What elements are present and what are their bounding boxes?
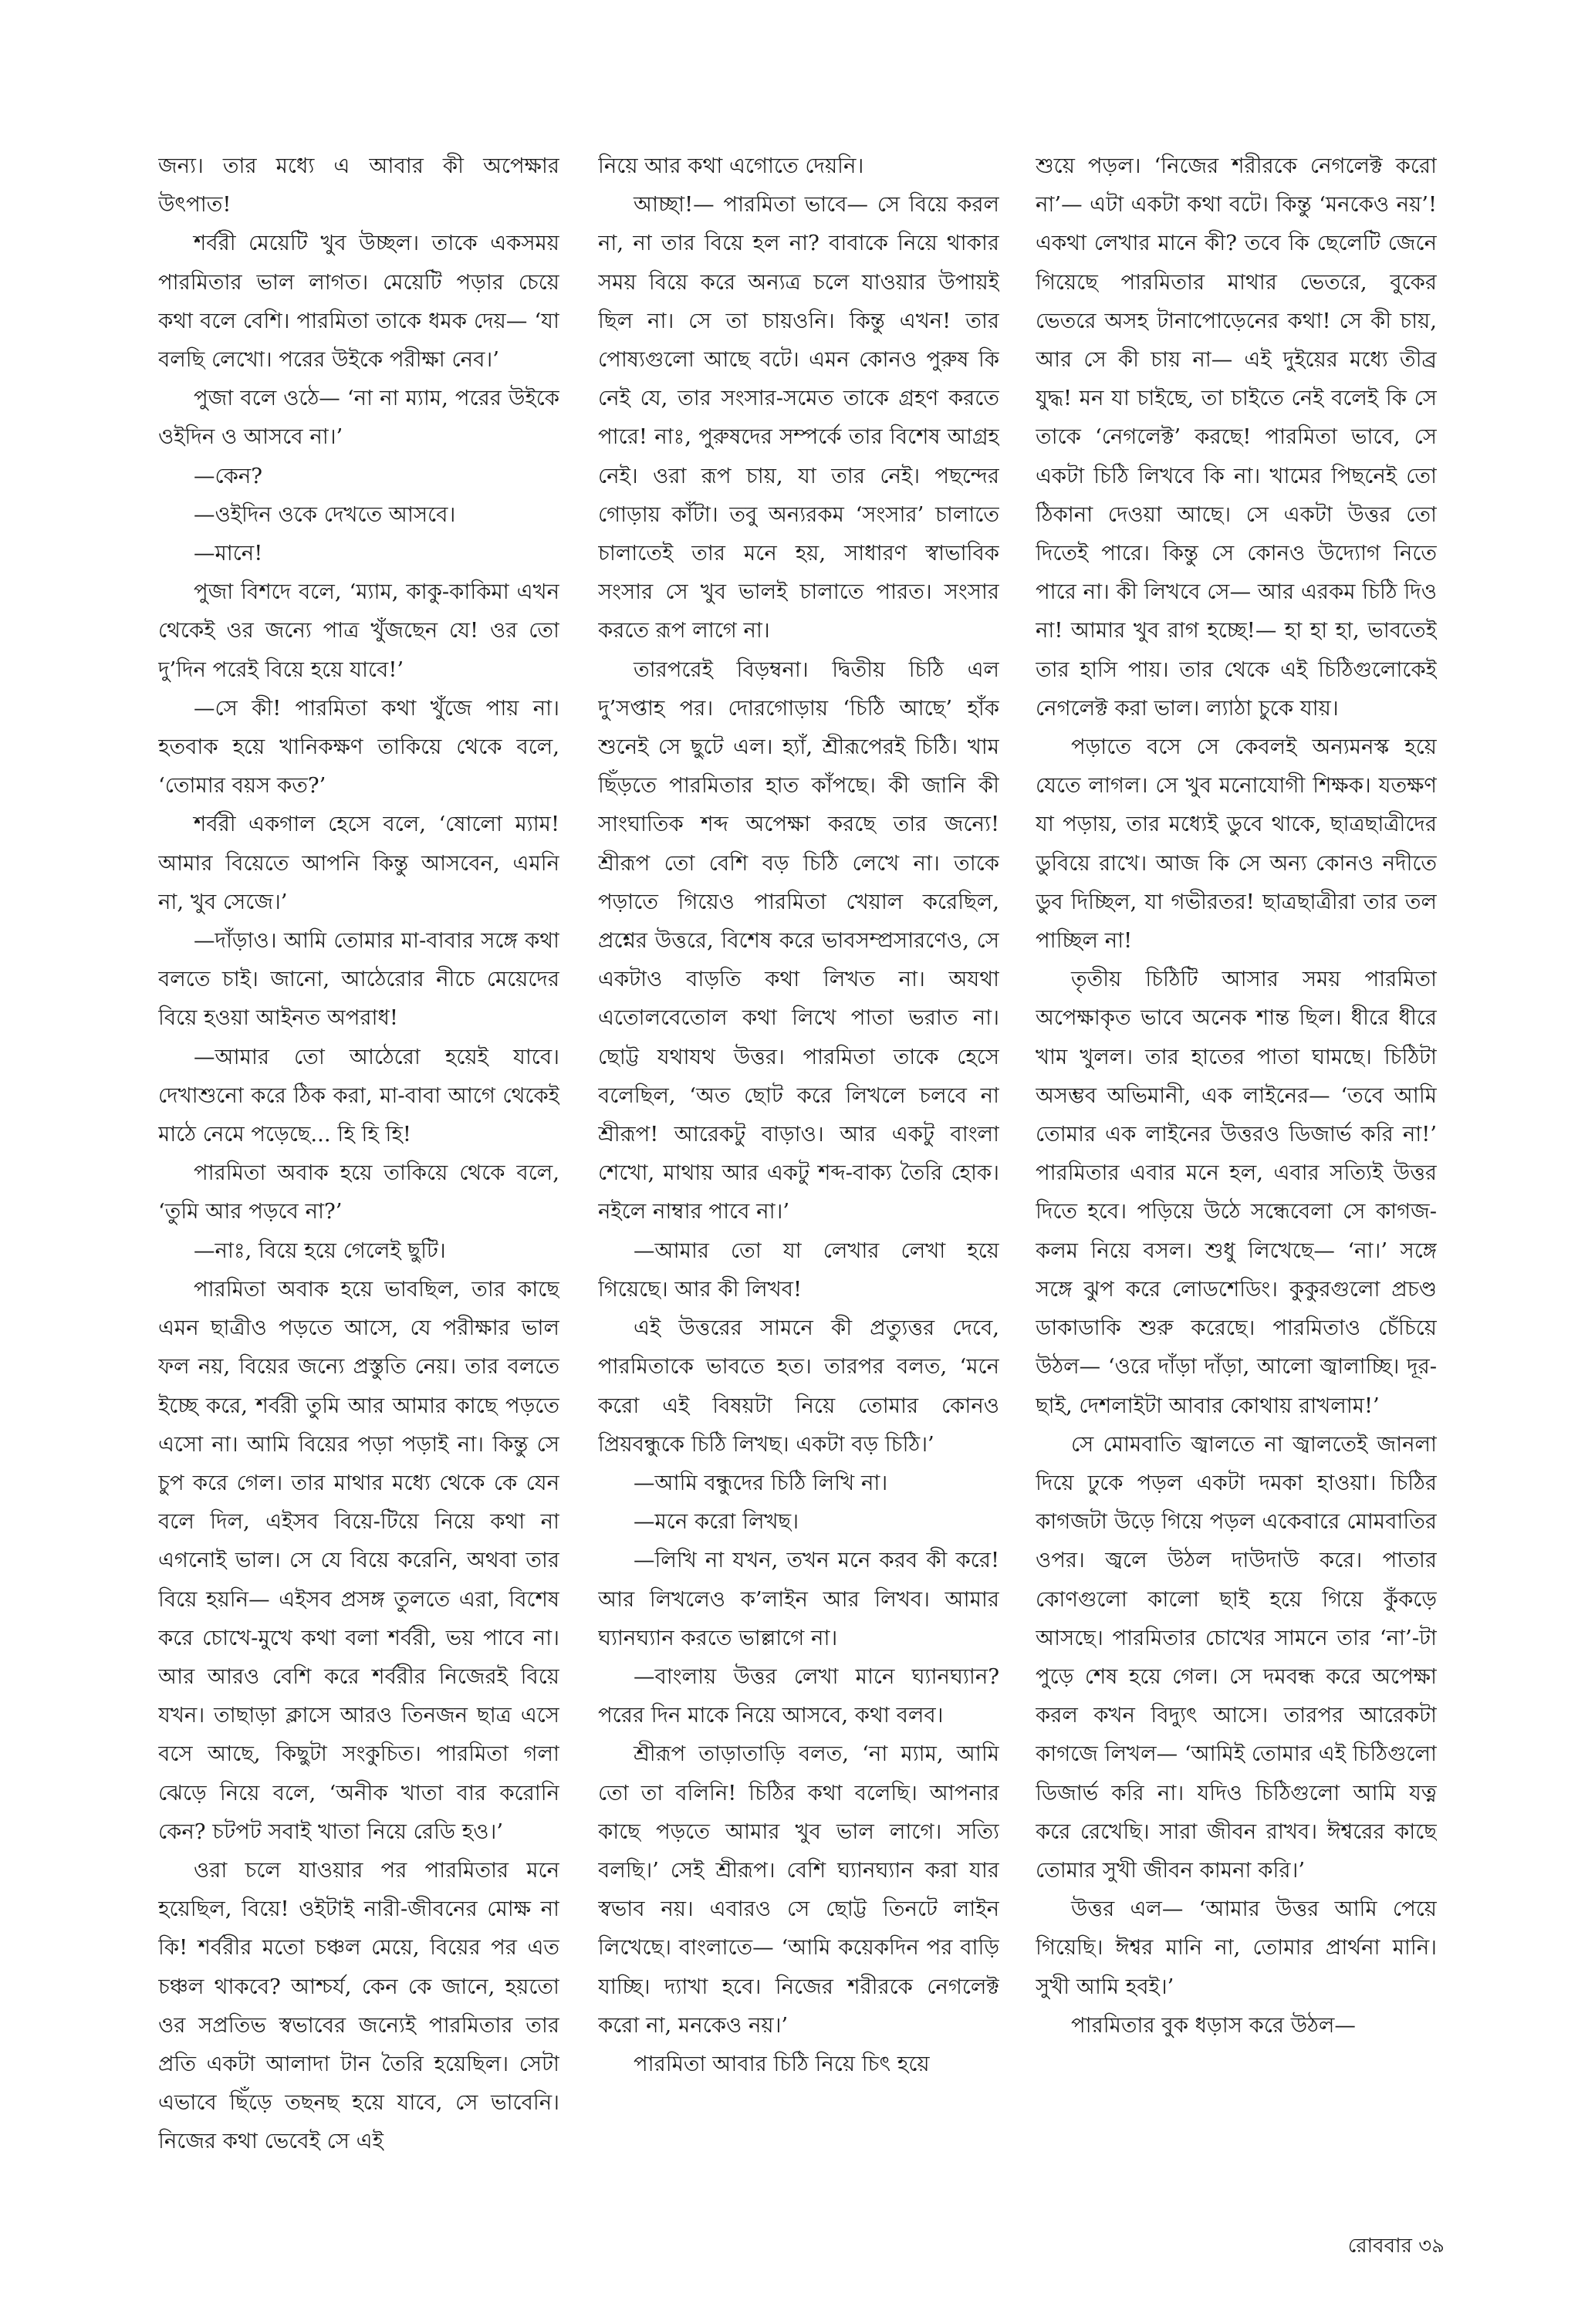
paragraph: পড়াতে বসে সে কেবলই অন্যমনস্ক হয়ে যেতে লাগল। সে খুব মনোযোগী শিক্ষক। যতক্ষণ যা পড়ায়, তার মধ্যেই ডুবে থাকে, ছাত্রছাত্রীদের ডুবিয়ে রাখে। আজ কি সে অন্য কোনও নদীতে ডুব দিচ্ছিল, যা গভীরতর! ছাত্রছাত্রীরা তার তল পাচ্ছিল না! xyxy=(1036,735,1437,954)
paragraph: পারমিতা আবার চিঠি নিয়ে চিৎ হয়ে xyxy=(634,2051,930,2076)
paragraph: —লিখি না যখন, তখন মনে করব কী করে! আর লিখলেও ক’লাইন আর লিখব। আমার ঘ্যানঘ্যান করতে ভাল্লাগে না। xyxy=(598,1548,999,1650)
paragraph: —মনে করো লিখছ। xyxy=(634,1509,799,1535)
paragraph: —ওইদিন ওকে দেখতে আসবে। xyxy=(194,502,456,527)
paragraph: পুজা বলে ওঠে— ‘না না ম্যাম, পরের উইকে ওইদিন ও আসবে না।’ xyxy=(158,386,559,450)
paragraph: —আমি বন্ধুদের চিঠি লিখি না। xyxy=(634,1470,888,1495)
paragraph: তারপরেই বিড়ম্বনা। দ্বিতীয় চিঠি এল দু’সপ্তাহ পর। দোরগোড়ায় ‘চিঠি আছে’ হাঁক শুনেই সে ছুটে এল। হ্যাঁ, শ্রীরূপেরই চিঠি। খাম ছিঁড়তে পারমিতার হাত কাঁপছে। কী জানি কী সাংঘাতিক শব্দ অপেক্ষা করছে তার জন্যে! শ্রীরূপ তো বেশি বড় চিঠি লেখে না। তাকে পড়াতে গিয়েও পারমিতা খেয়াল করেছিল, প্রশ্নের উত্তরে, বিশেষ করে ভাবসম্প্রসারণেও, সে একটাও বাড়তি কথা লিখত না। অযথা এতোলবেতোল কথা লিখে পাতা ভরাত না। ছোট্ট যথাযথ উত্তর। পারমিতা তাকে হেসে বলেছিল, ‘অত ছোট করে লিখলে চলবে না শ্রীরূপ! আরেকটু বাড়াও। আর একটু বাংলা শেখো, মাথায় আর একটু শব্দ-বাক্য তৈরি হোক। নইলে নাম্বার পাবে না।’ xyxy=(598,657,999,1224)
paragraph: উত্তর এল— ‘আমার উত্তর আমি পেয়ে গিয়েছি। ঈশ্বর মানি না, তোমার প্রার্থনা মানি। সুখী আমি হবই।’ xyxy=(1036,1897,1437,1999)
paragraph: —মানে! xyxy=(194,541,263,566)
text-column-3 xyxy=(1036,147,1437,2176)
text-column-1 xyxy=(158,147,559,2176)
paragraph: এই উত্তরের সামনে কী প্রত্যুত্তর দেবে, পারমিতাকে ভাবতে হত। তারপর বলত, ‘মনে করো এই বিষয়টা নিয়ে তোমার কোনও প্রিয়বন্ধুকে চিঠি লিখছ। একটা বড় চিঠি।’ xyxy=(598,1316,999,1457)
paragraph: —নাঃ, বিয়ে হয়ে গেলেই ছুটি। xyxy=(194,1238,446,1263)
paragraph: শর্বরী মেয়েটি খুব উচ্ছল। তাকে একসময় পারমিতার ভাল লাগত। মেয়েটি পড়ার চেয়ে কথা বলে বেশি। পারমিতা তাকে ধমক দেয়— ‘যা বলছি লেখো। পরের উইকে পরীক্ষা নেব।’ xyxy=(158,231,559,373)
text-column-2 xyxy=(598,147,999,2176)
paragraph: —আমার তো যা লেখার লেখা হয়ে গিয়েছে। আর কী লিখব! xyxy=(598,1238,999,1302)
paragraph: ওরা চলে যাওয়ার পর পারমিতার মনে হয়েছিল, বিয়ে! ওইটাই নারী-জীবনের মোক্ষ না কি! শর্বরীর মতো চঞ্চল মেয়ে, বিয়ের পর এত চঞ্চল থাকবে? আশ্চর্য, কেন কে জানে, হয়তো ওর সপ্রতিভ স্বভাবের জন্যেই পারমিতার তার প্রতি একটা আলাদা টান তৈরি হয়েছিল। সেটা এভাবে ছিঁড়ে তছনছ হয়ে যাবে, সে ভাবেনি। নিজের কথা ভেবেই সে এই xyxy=(158,1857,559,2154)
paragraph: —আমার তো আঠেরো হয়েই যাবে। দেখাশুনো করে ঠিক করা, মা-বাবা আগে থেকেই মাঠে নেমে পড়েছে... হি হি হি! xyxy=(158,1044,559,1147)
paragraph: শুয়ে পড়ল। ‘নিজের শরীরকে নেগলেক্ট করো না’— এটা একটা কথা বটে। কিন্তু ‘মনকেও নয়’! একথা লেখার মানে কী? তবে কি ছেলেটি জেনে গিয়েছে পারমিতার মাথার ভেতরে, বুকের ভেতরে অসহ টানাপোড়েনের কথা! সে কী চায়, আর সে কী চায় না— এই দুইয়ের মধ্যে তীব্র যুদ্ধ! মন যা চাইছে, তা চাইতে নেই বলেই কি সে তাকে ‘নেগলেক্ট’ করছে! পারমিতা ভাবে, সে একটা চিঠি লিখবে কি না। খামের পিছনেই তো ঠিকানা দেওয়া আছে। সে একটা উত্তর তো দিতেই পারে। কিন্তু সে কোনও উদ্যোগ নিতে পারে না। কী লিখবে সে— আর এরকম চিঠি দিও না! আমার খুব রাগ হচ্ছে!— হা হা হা, ভাবতেই তার হাসি পায়। তার থেকে এই চিঠিগুলোকেই নেগলেক্ট করা ভাল। ল্যাঠা চুকে যায়। xyxy=(1036,154,1437,721)
paragraph: পারমিতা অবাক হয়ে তাকিয়ে থেকে বলে, ‘তুমি আর পড়বে না?’ xyxy=(158,1160,559,1224)
paragraph: —সে কী! পারমিতা কথা খুঁজে পায় না। হতবাক হয়ে খানিকক্ষণ তাকিয়ে থেকে বলে, ‘তোমার বয়স কত?’ xyxy=(158,695,559,799)
paragraph: নিয়ে আর কথা এগোতে দেয়নি। xyxy=(598,154,864,178)
paragraph: আচ্ছা!— পারমিতা ভাবে— সে বিয়ে করল না, না তার বিয়ে হল না? বাবাকে নিয়ে থাকার সময় বিয়ে করে অন্যত্র চলে যাওয়ার উপায়ই ছিল না। সে তা চায়ওনি। কিন্তু এখন! তার পোষ্যগুলো আছে বটে। এমন কোনও পুরুষ কি নেই যে, তার সংসার-সমেত তাকে গ্রহণ করতে পারে! নাঃ, পুরুষদের সম্পর্কে তার বিশেষ আগ্রহ নেই। ওরা রূপ চায়, যা তার নেই। পছন্দের গোড়ায় কাঁটা। তবু অন্যরকম ‘সংসার’ চালাতে চালাতেই তার মনে হয়, সাধারণ স্বাভাবিক সংসার সে খুব ভালই চালাতে পারত। সংসার করতে রূপ লাগে না। xyxy=(598,192,999,643)
paragraph: তৃতীয় চিঠিটি আসার সময় পারমিতা অপেক্ষাকৃত ভাবে অনেক শান্ত ছিল। ধীরে ধীরে খাম খুলল। তার হাতের পাতা ঘামছে। চিঠিটা অসম্ভব অভিমানী, এক লাইনের— ‘তবে আমি তোমার এক লাইনের উত্তরও ডিজার্ভ করি না!’ পারমিতার এবার মনে হল, এবার সত্যিই উত্তর দিতে হবে। পড়িয়ে উঠে সন্ধেবেলা সে কাগজ-কলম নিয়ে বসল। শুধু লিখেছে— ‘না।’ সঙ্গে সঙ্গে ঝুপ করে লোডশেডিং। কুকুরগুলো প্রচণ্ড ডাকাডাকি শুরু করেছে। পারমিতাও চেঁচিয়ে উঠল— ‘ওরে দাঁড়া দাঁড়া, আলো জ্বালাচ্ছি। দূর-ছাই, দেশলাইটা আবার কোথায় রাখলাম!’ xyxy=(1036,967,1437,1418)
paragraph: পারমিতা অবাক হয়ে ভাবছিল, তার কাছে এমন ছাত্রীও পড়তে আসে, যে পরীক্ষার ভাল ফল নয়, বিয়ের জন্যে প্রস্তুতি নেয়। তার বলতে ইচ্ছে করে, শর্বরী তুমি আর আমার কাছে পড়তে এসো না। আমি বিয়ের পড়া পড়াই না। কিন্তু সে চুপ করে গেল। তার মাথার মধ্যে থেকে কে যেন বলে দিল, এইসব বিয়ে-টিয়ে নিয়ে কথা না এগনোই ভাল। সে যে বিয়ে করেনি, অথবা তার বিয়ে হয়নি— এইসব প্রসঙ্গ তুলতে এরা, বিশেষ করে চোখে-মুখে কথা বলা শর্বরী, ভয় পাবে না। আর আরও বেশি করে শর্বরীর নিজেরই বিয়ে যখন। তাছাড়া ক্লাসে আরও তিনজন ছাত্র এসে বসে আছে, কিছুটা সংকুচিত। পারমিতা গলা ঝেড়ে নিয়ে বলে, ‘অনীক খাতা বার করোনি কেন? চটপট সবাই খাতা নিয়ে রেডি হও।’ xyxy=(158,1276,559,1844)
paragraph: শর্বরী একগাল হেসে বলে, ‘ষোলো ম্যাম! আমার বিয়েতে আপনি কিন্তু আসবেন, এমনি না, খুব সেজে।’ xyxy=(158,812,559,914)
paragraph: —বাংলায় উত্তর লেখা মানে ঘ্যানঘ্যান? পরের দিন মাকে নিয়ে আসবে, কথা বলব। xyxy=(598,1664,999,1728)
paragraph: —কেন? xyxy=(194,463,263,488)
page-footer xyxy=(1157,2230,1445,2264)
paragraph: জন্য। তার মধ্যে এ আবার কী অপেক্ষার উৎপাত! xyxy=(158,154,559,218)
paragraph: —দাঁড়াও। আমি তোমার মা-বাবার সঙ্গে কথা বলতে চাই। জানো, আঠেরোর নীচে মেয়েদের বিয়ে হওয়া আইনত অপরাধ! xyxy=(158,928,559,1031)
paragraph: সে মোমবাতি জ্বালতে না জ্বালতেই জানলা দিয়ে ঢুকে পড়ল একটা দমকা হাওয়া। চিঠির কাগজটা উড়ে গিয়ে পড়ল একেবারে মোমবাতির ওপর। জ্বলে উঠল দাউদাউ করে। পাতার কোণগুলো কালো ছাই হয়ে গিয়ে কুঁকড়ে আসছে। পারমিতার চোখের সামনে তার ‘না’-টা পুড়ে শেষ হয়ে গেল। সে দমবন্ধ করে অপেক্ষা করল কখন বিদ্যুৎ আসে। তারপর আরেকটা কাগজে লিখল— ‘আমিই তোমার এই চিঠিগুলো ডিজার্ভ করি না। যদিও চিঠিগুলো আমি যত্ন করে রেখেছি। সারা জীবন রাখব। ঈশ্বরের কাছে তোমার সুখী জীবন কামনা করি।’ xyxy=(1036,1431,1437,1883)
magazine-name: রোববার xyxy=(1347,2234,1412,2258)
paragraph: পারমিতার বুক ধড়াস করে উঠল— xyxy=(1071,2012,1356,2038)
paragraph: পুজা বিশদে বলে, ‘ম্যাম, কাকু-কাকিমা এখন থেকেই ওর জন্যে পাত্র খুঁজছেন যে! ওর তো দু’দিন পরেই বিয়ে হয়ে যাবে!’ xyxy=(158,579,559,682)
paragraph: শ্রীরূপ তাড়াতাড়ি বলত, ‘না ম্যাম, আমি তো তা বলিনি! চিঠির কথা বলেছি। আপনার কাছে পড়তে আমার খুব ভাল লাগে। সত্যি বলছি।’ সেই শ্রীরূপ। বেশি ঘ্যানঘ্যান করা যার স্বভাব নয়। এবারও সে ছোট্ট তিনটে লাইন লিখেছে। বাংলাতে— ‘আমি কয়েকদিন পর বাড়ি যাচ্ছি। দ্যাখা হবে। নিজের শরীরকে নেগলেক্ট করো না, মনকেও নয়।’ xyxy=(598,1741,999,2038)
page-number: ৩৯ xyxy=(1418,2234,1445,2258)
